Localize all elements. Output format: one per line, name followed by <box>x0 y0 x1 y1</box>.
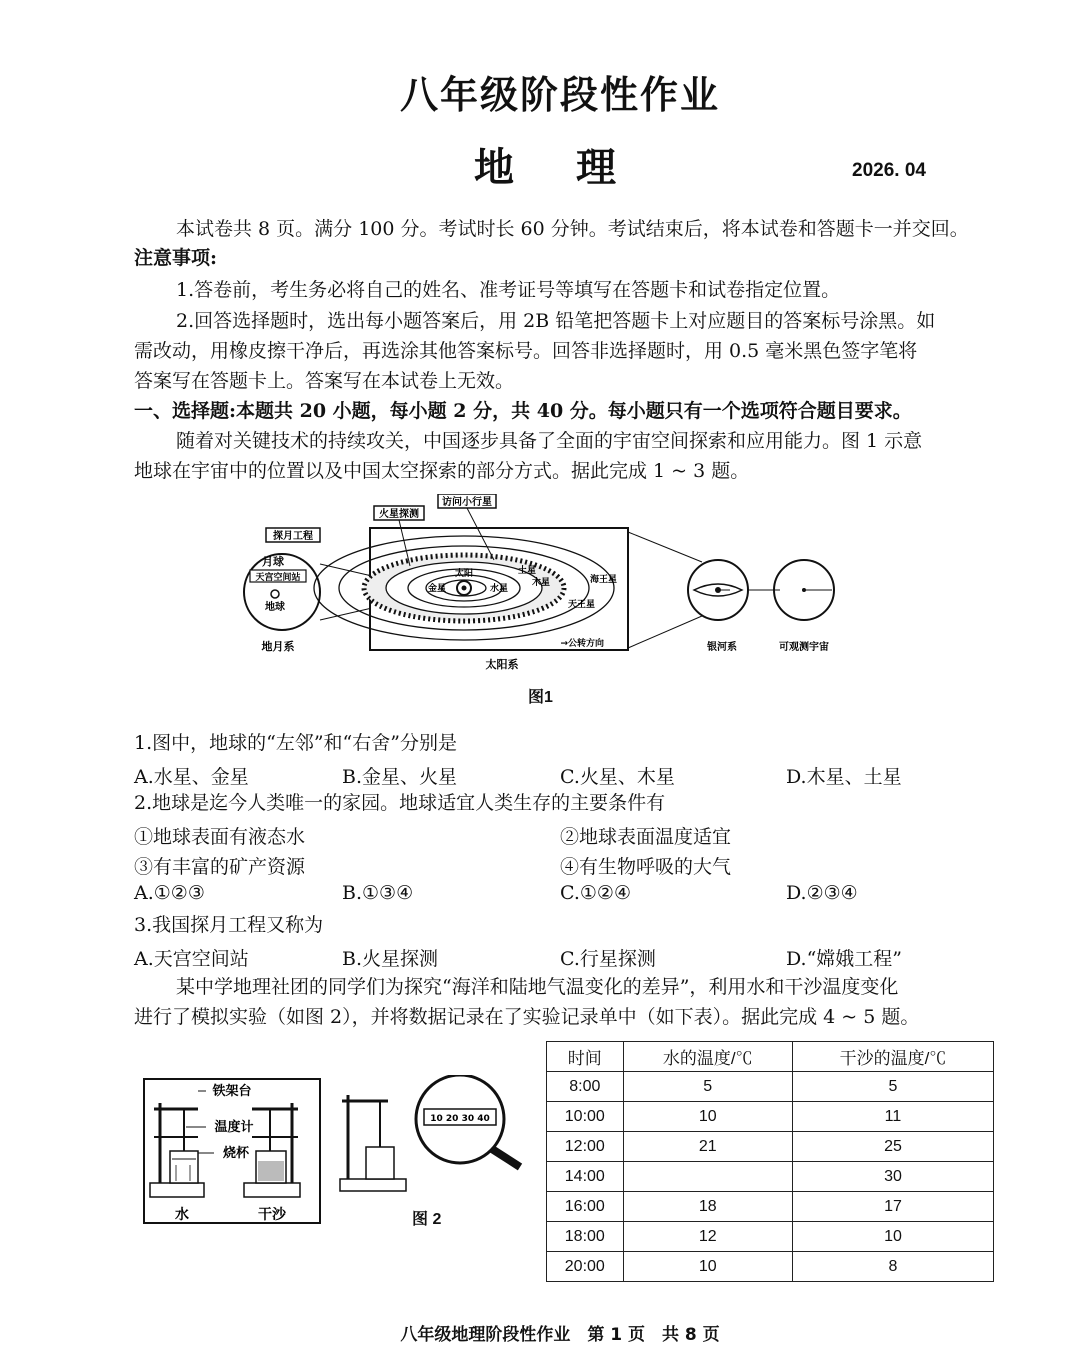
figure-1-caption: 图1 <box>528 689 553 706</box>
cell-sand: 11 <box>792 1102 993 1132</box>
thermometer-scale: 10 20 30 40 <box>430 1114 490 1124</box>
q2-option-c[interactable]: C.①②④ <box>560 882 631 904</box>
header-time: 时间 <box>547 1042 624 1072</box>
label-water: 水 <box>175 1207 189 1223</box>
cell-water: 21 <box>623 1132 792 1162</box>
notice-title: 注意事项: <box>134 247 218 269</box>
cell-water: 5 <box>623 1072 792 1102</box>
label-venus: 金星 <box>428 584 447 594</box>
section-heading: 一、选择题:本题共 20 小题，每小题 2 分，共 40 分。每小题只有一个选项符合题目要求。 <box>134 400 912 422</box>
exam-date: 2026. 04 <box>852 160 926 181</box>
cell-time: 16:00 <box>547 1192 624 1222</box>
q1-option-c[interactable]: C.火星、木星 <box>560 766 675 788</box>
label-neptune: 海王星 <box>590 575 618 585</box>
q3-option-c[interactable]: C.行星探测 <box>560 948 656 970</box>
q3-option-b[interactable]: B.火星探测 <box>342 948 439 970</box>
label-tiangong: 天宫空间站 <box>255 573 301 583</box>
table-row <box>547 1132 994 1162</box>
passage-line: 随着对关键技术的持续攻关，中国逐步具备了全面的宇宙空间探索和应用能力。图 1 示意 <box>176 430 923 452</box>
q2-item-4: ④有生物呼吸的大气 <box>560 856 732 878</box>
question-3-stem: 3.我国探月工程又称为 <box>134 914 324 936</box>
q1-option-a[interactable]: A.水星、金星 <box>134 766 249 788</box>
cell-sand: 5 <box>792 1072 993 1102</box>
label-solar-system: 太阳系 <box>485 658 519 671</box>
table-row <box>547 1162 994 1192</box>
question-2-stem: 2.地球是迄今人类唯一的家园。地球适宜人类生存的主要条件有 <box>134 792 666 814</box>
label-saturn: 土星 <box>518 566 537 576</box>
notice-item-2-cont: 需改动，用橡皮擦干净后，再选涂其他答案标号。回答非选择题时，用 0.5 毫米黑色签字笔将 <box>134 340 918 362</box>
figure-2-caption: 图 2 <box>412 1211 442 1228</box>
label-beaker: 烧杯 <box>222 1146 250 1161</box>
notice-item-2-cont: 答案写在答题卡上。答案写在本试卷上无效。 <box>134 370 515 392</box>
cell-time: 8:00 <box>547 1072 624 1102</box>
subject-title: 地 理 <box>474 145 616 191</box>
label-jupiter: 木星 <box>532 578 551 588</box>
label-mercury: 水星 <box>490 584 509 594</box>
notice-item-1: 1.答卷前，考生务必将自己的姓名、准考证号等填写在答题卡和试卷指定位置。 <box>176 279 841 301</box>
label-galaxy: 银河系 <box>707 642 737 653</box>
label-sun: 太阳 <box>454 569 474 579</box>
q2-option-d[interactable]: D.②③④ <box>786 882 858 904</box>
cell-time: 12:00 <box>547 1132 624 1162</box>
label-earth-moon-system: 地月系 <box>261 640 295 653</box>
label-uranus: 天王星 <box>568 600 596 610</box>
table-header-row <box>547 1042 994 1072</box>
cell-time: 18:00 <box>547 1222 624 1252</box>
intro-line: 本试卷共 8 页。满分 100 分。考试时长 60 分钟。考试结束后，将本试卷和答题卡一并交回。 <box>176 218 969 240</box>
table-row <box>547 1192 994 1222</box>
cell-water: 10 <box>623 1252 792 1282</box>
label-earth: 地球 <box>265 602 285 613</box>
figure-1-diagram <box>232 494 852 674</box>
cell-water: 12 <box>623 1222 792 1252</box>
q3-option-a[interactable]: A.天宫空间站 <box>134 948 249 970</box>
passage-line: 进行了模拟实验（如图 2），并将数据记录在了实验记录单中（如下表）。据此完成 4 ~ 5 题。 <box>134 1006 920 1028</box>
header-water-temp: 水的温度/℃ <box>623 1042 792 1072</box>
label-dry-sand: 干沙 <box>258 1207 286 1223</box>
label-stand: 铁架台 <box>212 1084 252 1099</box>
cell-sand: 25 <box>792 1132 993 1162</box>
passage-line: 某中学地理社团的同学们为探究“海洋和陆地气温变化的差异”，利用水和干沙温度变化 <box>176 976 899 998</box>
label-revolution: →公转方向 <box>560 639 604 649</box>
q2-item-3: ③有丰富的矿产资源 <box>134 856 306 878</box>
earth-dot <box>271 590 279 598</box>
q2-item-2: ②地球表面温度适宜 <box>560 826 732 848</box>
table-row <box>547 1072 994 1102</box>
cell-sand: 30 <box>792 1162 993 1192</box>
cell-water <box>623 1162 792 1192</box>
passage-line: 地球在宇宙中的位置以及中国太空探索的部分方式。据此完成 1 ~ 3 题。 <box>134 460 750 482</box>
label-observable-universe: 可观测宇宙 <box>779 642 829 653</box>
cell-sand: 17 <box>792 1192 993 1222</box>
cell-time: 10:00 <box>547 1102 624 1132</box>
table-row <box>547 1102 994 1132</box>
q2-option-b[interactable]: B.①③④ <box>342 882 414 904</box>
q3-option-d[interactable]: D.“嫦娥工程” <box>786 948 903 970</box>
cell-time: 20:00 <box>547 1252 624 1282</box>
cell-water: 18 <box>623 1192 792 1222</box>
label-moon-project: 探月工程 <box>273 531 313 542</box>
question-1-stem: 1.图中，地球的“左邻”和“右舍”分别是 <box>134 732 457 754</box>
label-mars-probe: 火星探测 <box>379 509 419 520</box>
table-row <box>547 1222 994 1252</box>
cell-sand: 10 <box>792 1222 993 1252</box>
q1-option-d[interactable]: D.木星、土星 <box>786 766 902 788</box>
label-moon: 月球 <box>262 555 284 568</box>
header-sand-temp: 干沙的温度/℃ <box>792 1042 993 1072</box>
figure-2-diagram <box>140 1075 540 1235</box>
page-footer: 八年级地理阶段性作业 第 1 页 共 8 页 <box>400 1325 720 1345</box>
notice-item-2: 2.回答选择题时，选出每小题答案后，用 2B 铅笔把答题卡上对应题目的答案标号涂黑。如 <box>176 310 936 332</box>
cell-time: 14:00 <box>547 1162 624 1192</box>
cell-sand: 8 <box>792 1252 993 1282</box>
label-thermometer: 温度计 <box>214 1120 254 1135</box>
cell-water: 10 <box>623 1102 792 1132</box>
experiment-record-table <box>546 1041 994 1282</box>
q2-option-a[interactable]: A.①②③ <box>134 882 205 904</box>
q1-option-b[interactable]: B.金星、火星 <box>342 766 458 788</box>
q2-item-1: ①地球表面有液态水 <box>134 826 306 848</box>
exam-title: 八年级阶段性作业 <box>399 73 720 117</box>
table-row <box>547 1252 994 1282</box>
label-asteroid-visit: 访问小行星 <box>442 497 492 508</box>
